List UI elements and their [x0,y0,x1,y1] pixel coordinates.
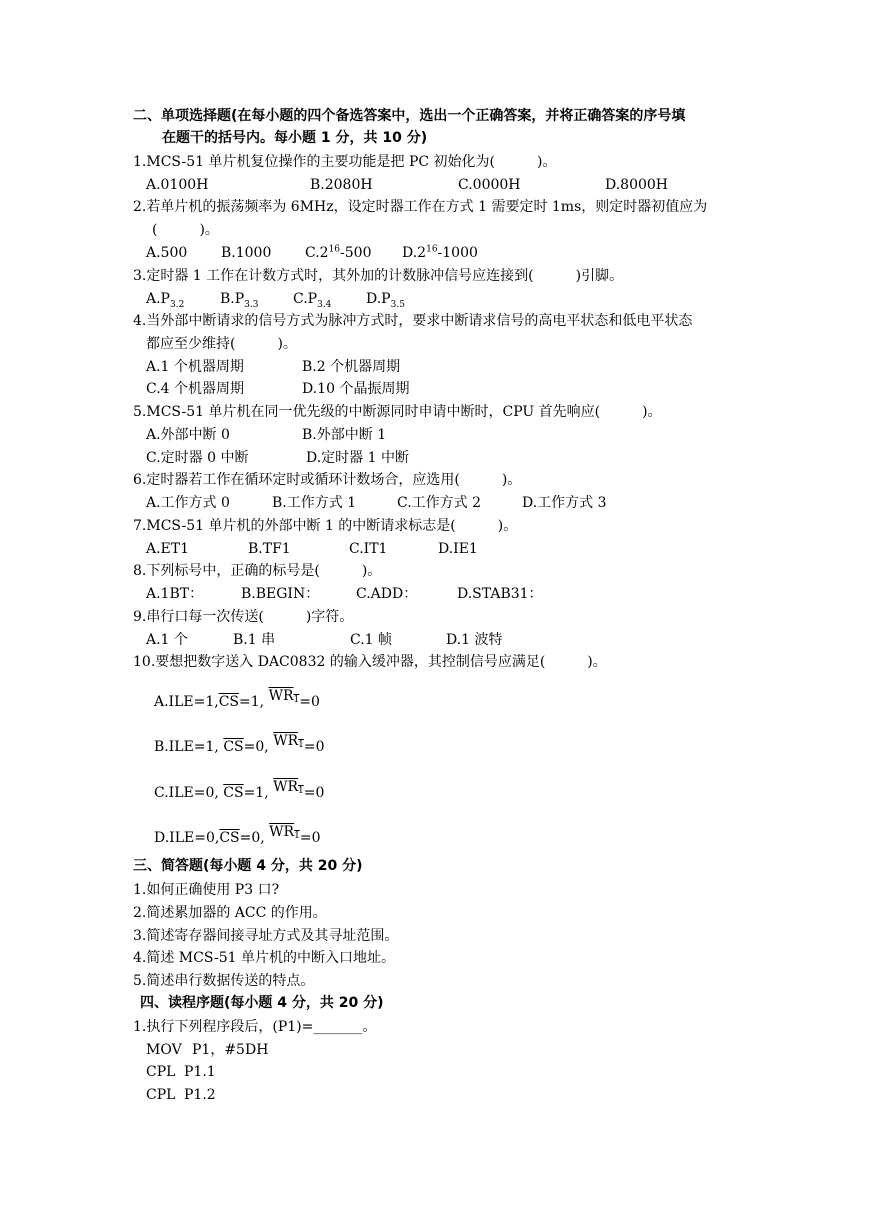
q6-option-b: B.工作方式 1 [272,495,357,511]
q3-option-a: $A.P_{3.2}$ [146,291,185,310]
section3-item-4: 4.简述 MCS-51 单片机的中断入口地址。 [133,950,395,966]
q4-stem-line2: 都应至少维持( )。 [146,336,297,352]
q4-option-c: C.4 个机器周期 [146,381,245,397]
q10-option-d: $D.ILE=0,\overline{CS}=0$, $WR_1=0$ [154,824,321,846]
q10-option-c: C.ILE=0, $\overline{CS}=1$, $WR_1=0$ [154,779,325,801]
code-line-3: CPL P1.2 [146,1087,216,1103]
q9-option-c: C.1 帧 [350,632,393,648]
q5-option-c: C.定时器 0 中断 [146,450,249,466]
q5-option-d: D.定时器 1 中断 [306,450,409,466]
section2-heading-line1: 二、单项选择题(在每小题的四个备选答案中，选出一个正确答案，并将正确答案的序号填 [133,108,686,124]
q5-option-a: A.外部中断 0 [146,427,230,443]
section3-item-2: 2.简述累加器的 ACC 的作用。 [133,905,327,921]
q4-stem-line1: 4.当外部中断请求的信号方式为脉冲方式时，要求中断请求信号的高电平状态和低电平状态 [133,313,693,329]
q3-stem: 3.定时器 1 工作在计数方式时，其外加的计数脉冲信号应连接到( )引脚。 [133,268,624,284]
q2-stem-line2: ( )。 [152,222,219,238]
q7-option-c: C.IT1 [349,541,388,557]
q2-option-d: $D.2^{16}-1000$ [402,244,478,261]
q7-option-a: A.ET1 [146,541,190,557]
q9-option-d: D.1 波特 [446,632,503,648]
q8-stem: 8.下列标号中，正确的标号是( )。 [133,563,382,579]
q3-option-d: $D.P_{3.5}$ [366,291,405,310]
q1-stem: 1.MCS-51 单片机复位操作的主要功能是把 PC 初始化为( )。 [133,154,557,170]
q6-option-d: D.工作方式 3 [522,495,607,511]
q10-option-a: $A.ILE=1,\overline{CS}=1$, $WR_1=0$ [154,688,320,710]
section3-heading: 三、简答题(每小题 4 分，共 20 分) [133,858,363,874]
q8-option-d: D.STAB31： [457,586,543,602]
section2-heading-line2: 在题干的括号内。每小题 1 分，共 10 分) [162,130,428,146]
q2-option-c: $C.2^{16}-500$ [305,244,372,261]
code-line-1: MOV P1，#5DH [146,1042,269,1058]
q7-stem: 7.MCS-51 单片机的外部中断 1 的中断请求标志是( )。 [133,518,518,534]
q5-option-b: B.外部中断 1 [302,427,387,443]
q4-option-b: B.2 个机器周期 [302,359,401,375]
q2-option-b: B.1000 [221,245,272,261]
q1-option-b: B.2080H [310,177,373,193]
q9-option-a: A.1 个 [146,632,188,648]
q7-option-d: D.IE1 [438,541,478,557]
section4-q1-stem: 1.执行下列程序段后，(P1)=_______。 [133,1019,377,1035]
code-line-2: CPL P1.1 [146,1064,216,1080]
q6-stem: 6.定时器若工作在循环定时或循环计数场合，应选用( )。 [133,472,522,488]
q1-option-d: D.8000H [605,177,669,193]
section3-item-5: 5.简述串行数据传送的特点。 [133,973,315,989]
q8-option-c: C.ADD： [356,586,418,602]
q3-option-b: $B.P_{3.3}$ [220,291,259,310]
q1-option-c: C.0000H [458,177,521,193]
q5-stem: 5.MCS-51 单片机在同一优先级的中断源同时申请中断时，CPU 首先响应( )。 [133,404,662,420]
q8-option-a: A.1BT： [146,586,204,602]
q3-option-c: $C.P_{3.4}$ [293,291,332,310]
section3-item-3: 3.简述寄存器间接寻址方式及其寻址范围。 [133,928,399,944]
q7-option-b: B.TF1 [248,541,291,557]
q4-option-d: D.10 个晶振周期 [302,381,410,397]
q9-option-b: B.1 串 [233,632,276,648]
q10-stem: 10.要想把数字送入 DAC0832 的输入缓冲器，其控制信号应满足( )。 [133,654,607,670]
q2-stem-line1: 2.若单片机的振荡频率为 6MHz，设定时器工作在方式 1 需要定时 1ms，则定时器初值应为 [133,199,708,215]
section3-item-1: 1.如何正确使用 P3 口? [133,882,280,898]
q8-option-b: B.BEGIN： [241,586,320,602]
q6-option-c: C.工作方式 2 [397,495,482,511]
q4-option-a: A.1 个机器周期 [146,359,244,375]
q6-option-a: A.工作方式 0 [146,495,230,511]
q9-stem: 9.串行口每一次传送( )字符。 [133,609,354,625]
q2-option-a: A.500 [146,245,188,261]
q1-option-a: A.0100H [146,177,209,193]
q10-option-b: B.ILE=1, $\overline{CS}=0$, $WR_1=0$ [154,733,325,755]
section4-heading: 四、读程序题(每小题 4 分，共 20 分) [140,995,384,1011]
